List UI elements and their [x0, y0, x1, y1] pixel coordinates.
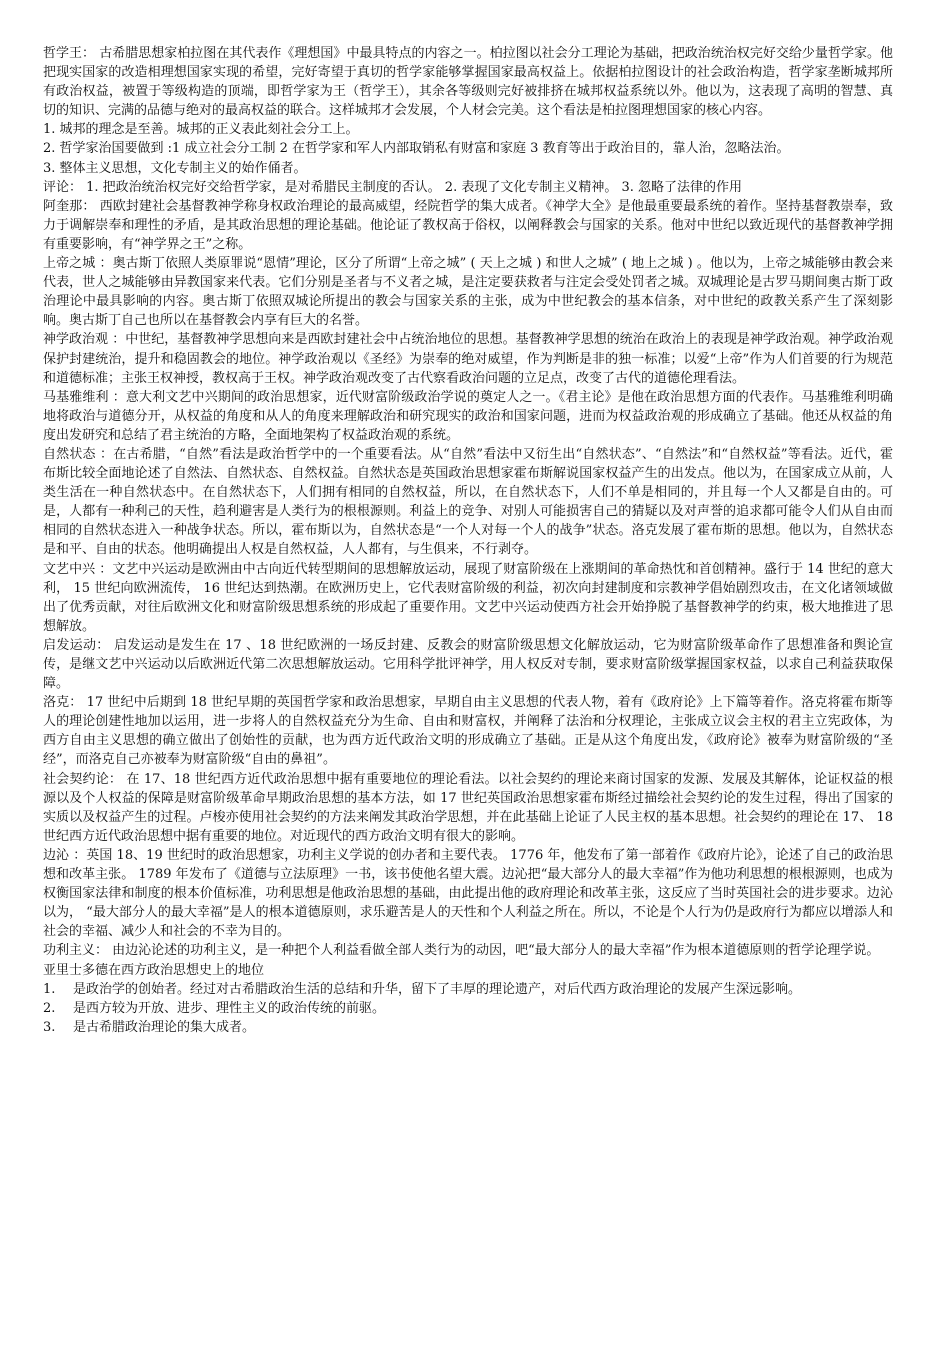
social-contract-paragraph: 社会契约论： 在 17、18 世纪西方近代政治思想中据有重要地位的理论看法。以社会契约的理论来商讨国家的发源、发展及其解体，论证权益的根源以及个人权益的保障是财富阶级革命早期政治思想的基本方法，如 17 世纪英国政治思想家霍布斯经过描绘社会契约论的发生过程，得出了国家的实质以及权益产生的过程。卢梭亦使用社会契约的方法来阐发其政治学思想，并在此基础上论证了人民主权的基本思想。社会契约的理论在 17、 18 世纪西方近代政治思想中据有重要的地位。对近现代的西方政治文明有很大的影响。 [43, 771, 893, 844]
locke-paragraph: 洛克： 17 世纪中后期到 18 世纪早期的英国哲学家和政治思想家，早期自由主义思想的代表人物，着有《政府论》上下篇等着作。洛克将霍布斯等人的理论创建性地加以运用，进一步将人的自然权益充分为生命、自由和财富权，并阐释了法治和分权理论，主张成立议会主权的君主立宪政体，为西方自由主义思想的确立做出了创始性的贡献，也为西方近代政治文明的形成确立了基础。正是从这个角度出发，《政府论》被奉为财富阶级的“圣经”，而洛克自己亦被奉为财富阶级“自由的鼻祖”。 [43, 695, 893, 768]
philosopher-king-point-3: 3. 整体主义思想，文化专制主义的始作俑者。 [43, 160, 307, 176]
list-text: 是西方较为开放、进步、理性主义的政治传统的前驱。 [73, 1000, 386, 1016]
utilitarianism-paragraph: 功利主义： 由边沁论述的功利主义，是一种把个人利益看做全部人类行为的动因，吧“最大部分人的最大幸福”作为根本道德原则的哲学论理学说。 [43, 943, 880, 959]
enlightenment-paragraph: 启发运动： 启发运动是发生在 17 、18 世纪欧洲的一场反封建、反教会的财富阶级思想文化解放运动，它为财富阶级革命作了思想准备和舆论宣传，是继文艺中兴运动以后欧洲近代第二次思想解放运动。它用科学批评神学，用人权反对专制，要求财富阶级掌握国家权益，以求自己利益获取保障。 [43, 637, 893, 692]
aristotle-point [43, 980, 893, 999]
machiavelli-paragraph: 马基雅维利 ：意大利文艺中兴期间的政治思想家，近代财富阶级政治学说的奠定人之一。《君主论》是他在政治思想方面的代表作。马基雅维利明确地将政治与道德分开，从权益的角度和从人的角度来理解政治和研究现实的政治和国家问题，进而为权益政治观的形成确立了基础。他还从权益的角度出发研究和总结了君主统治的方略，全面地架构了权益政治观的系统。 [43, 389, 893, 443]
aristotle-point [43, 999, 893, 1018]
list-number: 1. [43, 981, 56, 997]
philosopher-king-point-1: 1. 城邦的理念是至善。城邦的正义表此刻社会分工上。 [43, 122, 359, 138]
list-number: 3. [43, 1019, 56, 1035]
renaissance-paragraph: 文艺中兴 ：文艺中兴运动是欧洲由中古向近代转型期间的思想解放运动，展现了财富阶级在上涨期间的革命热忱和首创精神。盛行于 14 世纪的意大利， 15 世纪向欧洲流传， 16 世纪达到热潮。在欧洲历史上，它代表财富阶级的利益，初次向封建制度和宗教神学倡始剧烈攻击，在文化诸领域做出了优秀贡献，对往后欧洲文化和财富阶级思想系统的形成起了重要作用。文艺中兴运动使西方社会开始挣脱了基督教神学的约束，极大地推进了思想解放。 [43, 561, 893, 634]
aristotle-heading: 亚里士多德在西方政治思想史上的地位 [43, 962, 265, 978]
bentham-paragraph: 边沁 ：英国 18、19 世纪时的政治思想家，功利主义学说的创办者和主要代表。 1776 年，他发布了第一部着作《政府片论》，论述了自己的政治思想和改革主张。 1789 年发布了《道德与立法原理》一书，该书使他名望大震。边沁把“最大部分人的最大幸福”作为他功利思想的根根源则，也成为权衡国家法律和制度的根本价值标准，功利思想是他政治思想的基础，由此提出他的政府理论和改革主张，这反应了当时英国社会的进步要求。边沁以为， “最大部分人的最大幸福”是人的根本道德原则，求乐避苦是人的天性和个人利益之所在。所以，不论是个人行为仍是政府行为都应以增添人和社会的幸福、减少人和社会的不幸为目的。 [43, 847, 893, 940]
document-page [43, 44, 893, 1037]
list-text: 是政治学的创始者。经过对古希腊政治生活的总结和升华，留下了丰厚的理论遗产，对后代西方政治理论的发展产生深远影响。 [73, 981, 802, 997]
list-number: 2. [43, 1000, 56, 1016]
philosopher-king-paragraph: 哲学王： 古希腊思想家柏拉图在其代表作《理想国》中最具特点的内容之一。柏拉图以社会分工理论为基础，把政治统治权完好交给少量哲学家。他把现实国家的改造相理想国家实现的希望，完好寄望于真切的哲学家能够掌握国家最高权益上。依据柏拉图设计的社会政治构造，哲学家垄断城邦所有政治权益，被置于等级构造的顶端，即哲学家为王（哲学王），其余各等级则完好被排挤在城邦权益系统以外。他以为，这表现了高明的智慧、真切的知识、完满的品德与绝对的最高权益的联合。这样城邦才会发展，个人材会完美。这个看法是柏拉图理想国家的核心内容。 [43, 46, 893, 119]
state-of-nature-paragraph: 自然状态 ：在古希腊，“自然”看法是政治哲学中的一个重要看法。从“自然”看法中又衍生出“自然状态”、“自然法”和“自然权益”等看法。近代，霍布斯比较全面地论述了自然法、自然状态、自然权益。自然状态是英国政治思想家霍布斯解说国家权益产生的出发点。他以为，在国家成立从前，人类生活在一种自然状态中。在自然状态下，人们拥有相同的自然权益，所以，在自然状态下，人们不单是相同的，并且每一个人又都是自由的。可是，人都有一种利己的天性，趋利避害是人类行为的根根源则。利益上的竞争、对别人可能损害自己的猜疑以及对声誉的追求都可能令人们从自由而相同的自然状态进入一种战争状态。所以，霍布斯以为，自然状态是“一个人对每一个人的战争”状态。洛克发展了霍布斯的思想。他以为，自然状态是和平、自由的状态。他明确提出人权是自然权益，人人都有，与生俱来，不行剥夺。 [43, 446, 893, 558]
aquinas-paragraph: 阿奎那： 西欧封建社会基督教神学称身权政治理论的最高威望，经院哲学的集大成者。《神学大全》是他最重要最系统的着作。坚持基督教崇奉，致力于调解崇奉和理性的矛盾，是其政治思想的理论基础。他论证了教权高于俗权，以阐释教会与国家的关系。他对中世纪以致近现代的基督教神学拥有重要影响，有“神学界之王”之称。 [43, 198, 893, 252]
theological-politics-paragraph: 神学政治观 ：中世纪，基督教神学思想向来是西欧封建社会中占统治地位的思想。基督教神学思想的统治在政治上的表现是神学政治观。神学政治观保护封建统治，提升和稳固教会的地位。神学政治观以《圣经》为崇奉的绝对威望，作为判断是非的独一标准；以爱“上帝”作为人们首要的行为规范和道德标准；主张王权神授，教权高于王权。神学政治观改变了古代察看政治问题的立足点，改变了古代的道德伦理看法。 [43, 332, 893, 386]
philosopher-king-comment: 评论： 1. 把政治统治权完好交给哲学家，是对希腊民主制度的否认。 2. 表现了文化专制主义精神。 3. 忽略了法律的作用 [43, 179, 743, 195]
aristotle-point [43, 1018, 893, 1037]
city-of-god-paragraph: 上帝之城 ：奥古斯丁依照人类原罪说“恩情”理论，区分了所谓“上帝之城” ( 天上之城 ) 和世人之城” ( 地上之城 ) 。他以为，上帝之城能够由教会来代表，世人之城能够由异教国家来代表。它们分别是圣者与不义者之城，是注定要获救者与注定会受处罚者之城。双城理论是古罗马期间奥古斯丁政治理论中最具影响的内容。奥古斯丁依照双城论所提出的教会与国家关系的主张，成为中世纪教会的基本信条，对中世纪的政教关系产生了深刻影响。奥古斯丁自己也所以在基督教会内享有巨大的名誉。 [43, 256, 893, 329]
list-text: 是古希腊政治理论的集大成者。 [73, 1019, 256, 1035]
philosopher-king-point-2: 2. 哲学家治国要做到 :1 成立社会分工制 2 在哲学家和军人内部取销私有财富和家庭 3 教育等出于政治目的，靠人治，忽略法治。 [43, 141, 790, 157]
